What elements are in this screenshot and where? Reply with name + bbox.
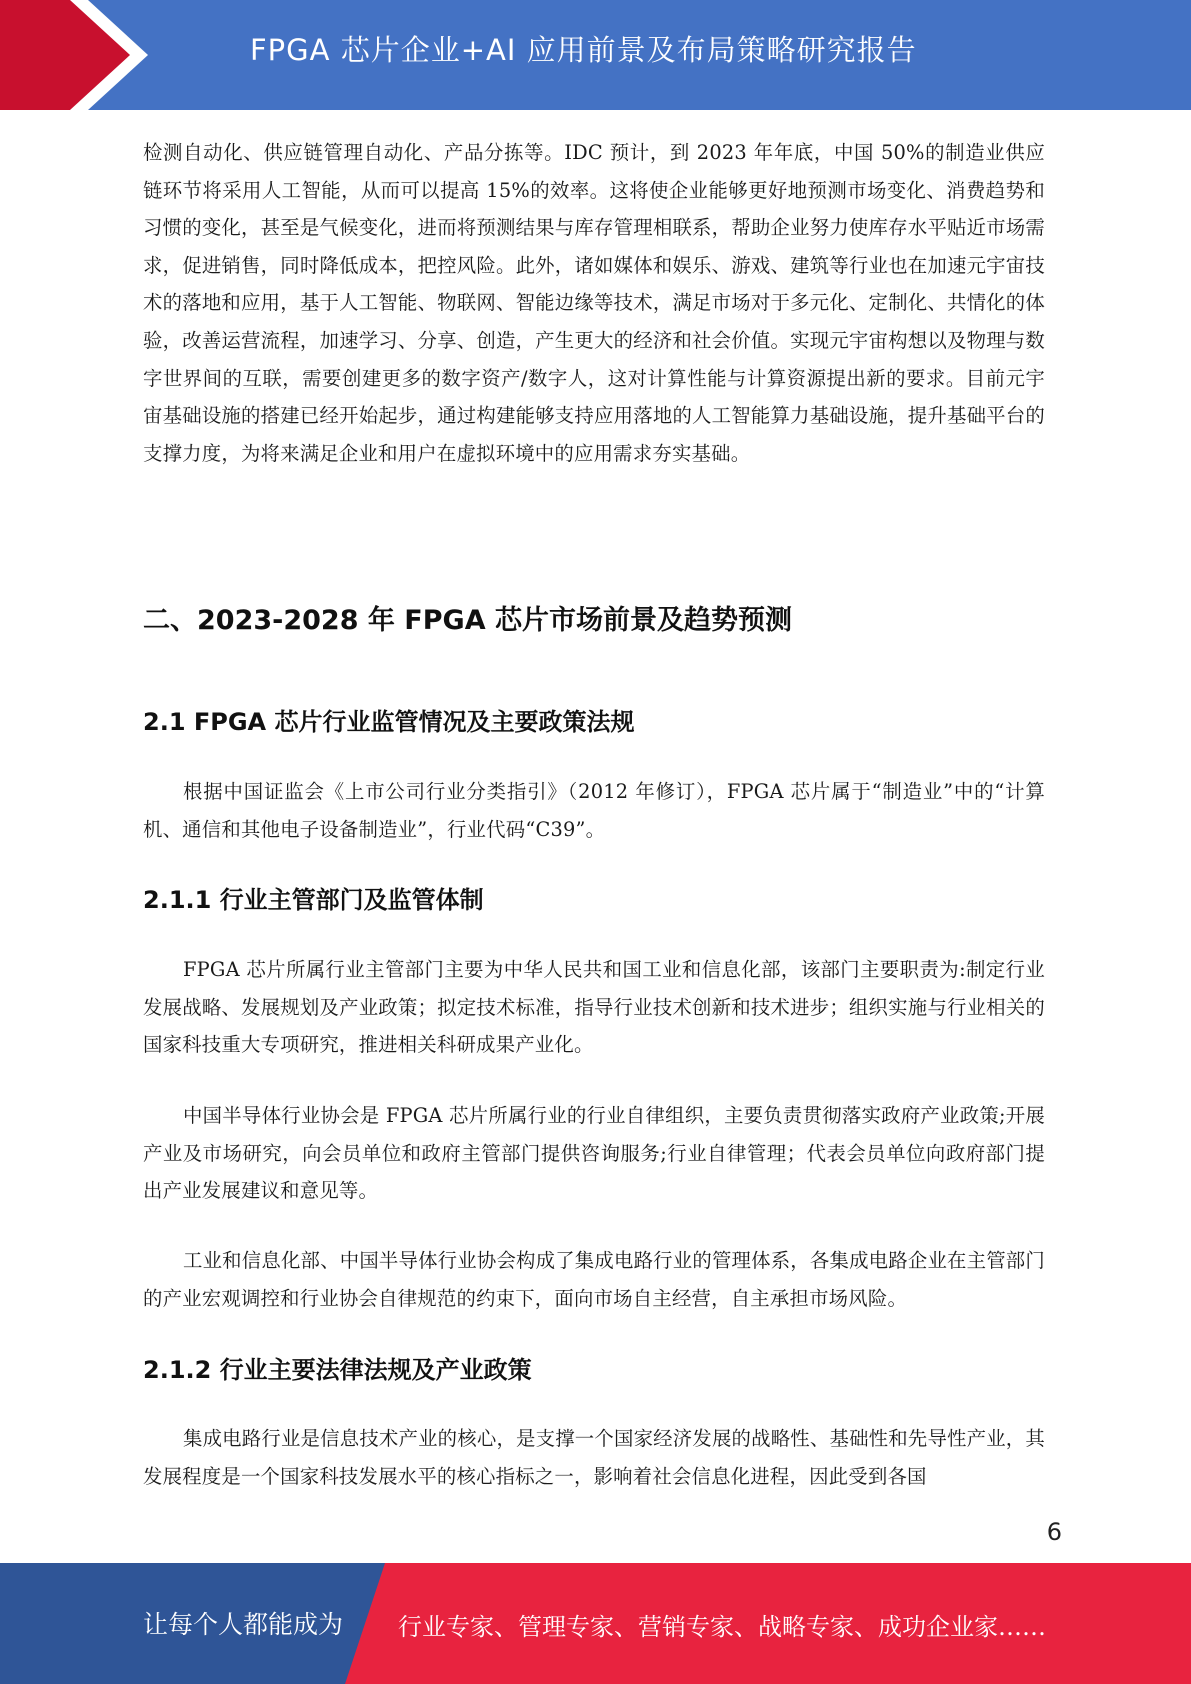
- subsection-2-1-2-paragraph: 集成电路行业是信息技术产业的核心，是支撑一个国家经济发展的战略性、基础性和先导性产业，其发展程度是一个国家科技发展水平的核心指标之一，影响着社会信息化进程，因此受到各国: [143, 1427, 1045, 1488]
- page-footer: [0, 1563, 1191, 1684]
- subsection-2-1-1-paragraph-3: 工业和信息化部、中国半导体行业协会构成了集成电路行业的管理体系，各集成电路企业在主管部门的产业宏观调控和行业协会自律规范的约束下，面向市场自主经营，自主承担市场风险。: [143, 1249, 1045, 1310]
- header-arrow-red: [0, 0, 130, 110]
- subsection-2-1-1-paragraph-1: FPGA 芯片所属行业主管部门主要为中华人民共和国工业和信息化部，该部门主要职责为:制定行业发展战略、发展规划及产业政策；拟定技术标准，指导行业技术创新和技术进步；组织实施与行业相关的国家科技重大专项研究，推进相关科研成果产业化。: [143, 958, 1045, 1057]
- subsection-2-1-1-paragraph-2: 中国半导体行业协会是 FPGA 芯片所属行业的行业自律组织，主要负责贯彻落实政府产业政策;开展产业及市场研究，向会员单位和政府主管部门提供咨询服务;行业自律管理；代表会员单位向政府部门提出产业发展建议和意见等。: [143, 1104, 1045, 1203]
- subsection-title-2-1-2: 2.1.2 行业主要法律法规及产业政策: [143, 1356, 532, 1384]
- subsection-2-1-paragraph: 根据中国证监会《上市公司行业分类指引》（2012 年修订），FPGA 芯片属于“制造业”中的“计算机、通信和其他电子设备制造业”，行业代码“C39”。: [143, 780, 1045, 841]
- subsection-title-2-1: 2.1 FPGA 芯片行业监管情况及主要政策法规: [143, 708, 635, 736]
- page-number: 6: [1046, 1518, 1062, 1546]
- footer-slogan-left: 让每个人都能成为: [143, 1610, 344, 1639]
- subsection-title-2-1-1: 2.1.1 行业主管部门及监管体制: [143, 886, 484, 914]
- section-title: 二、2023-2028 年 FPGA 芯片市场前景及趋势预测: [143, 605, 792, 636]
- footer-slogan-right: 行业专家、管理专家、营销专家、战略专家、成功企业家……: [398, 1613, 1046, 1641]
- report-title: FPGA 芯片企业+AI 应用前景及布局策略研究报告: [250, 33, 917, 67]
- page-header: [0, 0, 1191, 110]
- intro-paragraph: 检测自动化、供应链管理自动化、产品分拣等。IDC 预计，到 2023 年年底，中国 50%的制造业供应链环节将采用人工智能，从而可以提高 15%的效率。这将使企业能够更好地预测市场变化、消费趋势和习惯的变化，甚至是气候变化，进而将预测结果与库存管理相联系，帮助企业努力使库存水平贴近市场需求，促进销售，同时降低成本，把控风险。此外，诸如媒体和娱乐、游戏、建筑等行业也在加速元宇宙技术的落地和应用，基于人工智能、物联网、智能边缘等技术，满足市场对于多元化、定制化、共情化的体验，改善运营流程，加速学习、分享、创造，产生更大的经济和社会价值。实现元宇宙构想以及物理与数字世界间的互联，需要创建更多的数字资产/数字人，这对计算性能与计算资源提出新的要求。目前元宇宙基础设施的搭建已经开始起步，通过构建能够支持应用落地的人工智能算力基础设施，提升基础平台的支撑力度，为将来满足企业和用户在虚拟环境中的应用需求夯实基础。: [143, 141, 1045, 465]
